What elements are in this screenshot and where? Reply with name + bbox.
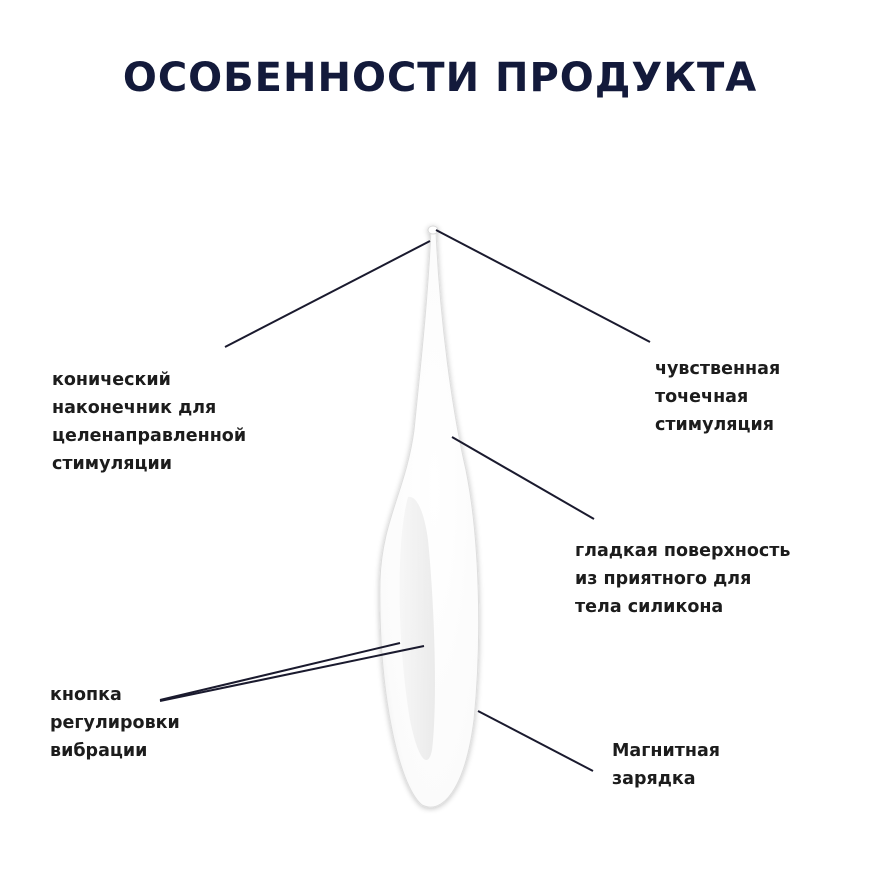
callout-conical-tip — [52, 366, 246, 478]
callout-line: регулировки — [50, 713, 180, 733]
leader-line-smooth — [452, 437, 594, 519]
callout-line: стимуляции — [52, 454, 173, 474]
callout-smooth-surface — [575, 537, 791, 621]
callout-vibration-button — [50, 681, 180, 765]
callout-line: точечная — [655, 387, 749, 407]
callout-line: стимуляция — [655, 415, 775, 435]
callout-line: вибрации — [50, 741, 148, 761]
callout-magnetic-charging — [612, 737, 720, 793]
callout-line: тела силикона — [575, 597, 724, 617]
page-title: ОСОБЕННОСТИ ПРОДУКТА — [122, 55, 758, 101]
leader-line-sensual — [436, 230, 650, 342]
callout-line: гладкая поверхность — [575, 541, 791, 561]
callout-line: зарядка — [612, 769, 696, 789]
callout-line: кнопка — [50, 685, 122, 705]
leader-line-conical — [225, 241, 430, 347]
callout-line: чувственная — [655, 359, 781, 379]
product-body — [380, 226, 479, 807]
callout-point-stimulation — [655, 355, 780, 439]
callout-line: из приятного для — [575, 569, 752, 589]
leader-line-magnet — [478, 711, 593, 771]
callout-line: наконечник для — [52, 398, 217, 418]
callout-line: конический — [52, 370, 171, 390]
callout-line: Магнитная — [612, 741, 720, 761]
callout-line: целенаправленной — [52, 426, 247, 446]
leader-line-button-1 — [160, 643, 400, 700]
